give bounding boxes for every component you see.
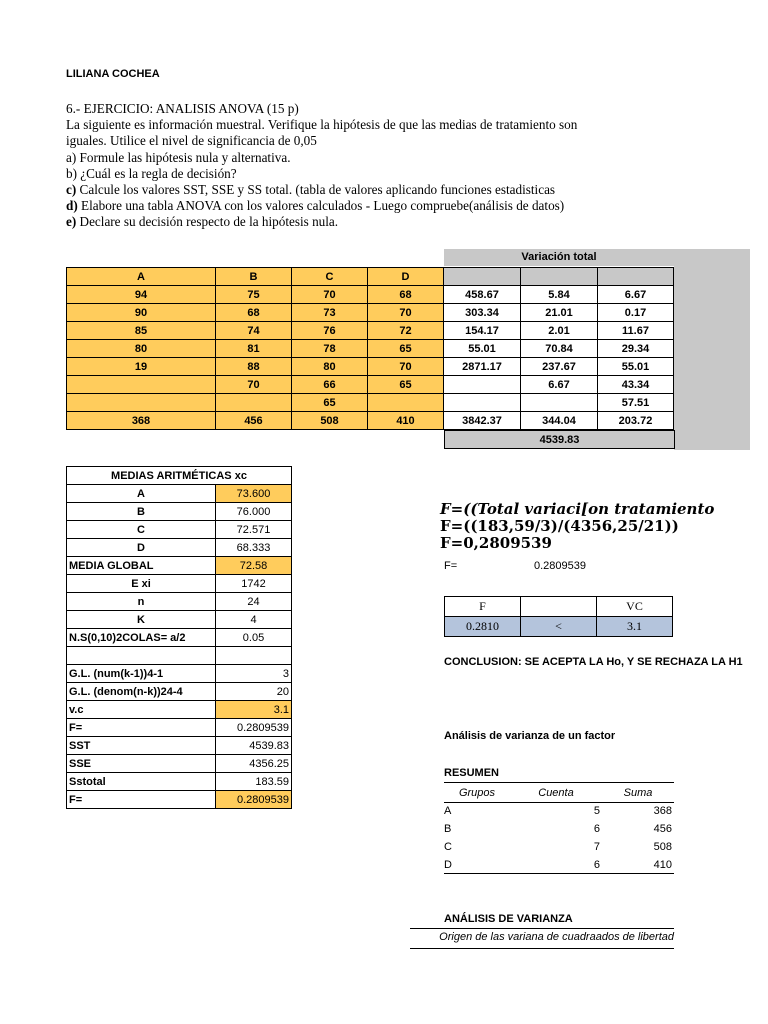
grid-cell: 66 xyxy=(292,376,368,394)
table-row xyxy=(67,485,292,503)
resumen-title: RESUMEN xyxy=(444,767,500,779)
table-row xyxy=(67,340,674,358)
grid-cell: 458.67 xyxy=(444,286,521,304)
grid-cell: 90 xyxy=(67,304,216,322)
analisis-title: Análisis de varianza de un factor xyxy=(444,730,616,742)
divider xyxy=(410,948,674,949)
grid-cell: 237.67 xyxy=(521,358,598,376)
sum-cell: 368 xyxy=(653,805,672,817)
grid-cell: 154.17 xyxy=(444,322,521,340)
grid-cell: 76 xyxy=(292,322,368,340)
grid-cell: 65 xyxy=(368,340,444,358)
table-row xyxy=(67,304,674,322)
row-label: N.S(0,10)2COLAS= a/2 xyxy=(67,629,216,647)
grid-cell: 11.67 xyxy=(598,322,674,340)
table-row xyxy=(67,773,292,791)
grid-cell: 410 xyxy=(368,412,444,430)
grid-header-b: B xyxy=(216,268,292,286)
divider xyxy=(410,928,674,929)
grid-cell: 5.84 xyxy=(521,286,598,304)
row-label: A xyxy=(67,485,216,503)
formula-line-1: F=((Total variaci[on tratamiento xyxy=(440,500,715,518)
row-label: C xyxy=(67,521,216,539)
formula-line-3: F=0,2809539 xyxy=(440,534,552,552)
grid-cell xyxy=(67,376,216,394)
row-label: Sstotal xyxy=(67,773,216,791)
grid-cell: 368 xyxy=(67,412,216,430)
divider xyxy=(444,782,674,783)
grid-cell: 72 xyxy=(368,322,444,340)
grand-total-table xyxy=(444,430,675,449)
row-label: E xi xyxy=(67,575,216,593)
grand-total: 4539.83 xyxy=(445,431,675,449)
row-value: 68.333 xyxy=(216,539,292,557)
grid-header-d: D xyxy=(368,268,444,286)
formula-line-2: F=((183,59/3)/(4356,25/21)) xyxy=(440,517,679,535)
table-row xyxy=(67,665,292,683)
grid-cell: 80 xyxy=(67,340,216,358)
grid-cell: 68 xyxy=(216,304,292,322)
row-value: 0.2809539 xyxy=(216,719,292,737)
grid-cell: 2871.17 xyxy=(444,358,521,376)
table-row xyxy=(67,737,292,755)
table-row xyxy=(67,358,674,376)
grid-cell: 0.17 xyxy=(598,304,674,322)
row-value: 183.59 xyxy=(216,773,292,791)
resumen-table xyxy=(444,784,674,874)
grid-cell xyxy=(216,394,292,412)
sum-cell: 508 xyxy=(653,841,672,853)
row-label: v.c xyxy=(67,701,216,719)
group-cell: B xyxy=(444,823,452,835)
totals-row xyxy=(67,412,674,430)
table-row xyxy=(67,701,292,719)
grid-cell: 55.01 xyxy=(598,358,674,376)
grid-cell: 21.01 xyxy=(521,304,598,322)
row-value: 76.000 xyxy=(216,503,292,521)
grid-header-c: C xyxy=(292,268,368,286)
grid-cell xyxy=(444,394,521,412)
variacion-total-header: Variación total xyxy=(444,249,674,266)
count-cell: 5 xyxy=(593,805,600,817)
row-value xyxy=(216,647,292,665)
f-vc-table xyxy=(444,596,673,637)
table-row xyxy=(67,539,292,557)
row-value: 4 xyxy=(216,611,292,629)
grid-cell: 3842.37 xyxy=(444,412,521,430)
exercise-line-5: c) Calcule los valores SST, SSE y SS total. (tabla de valores aplicando funciones estadisticas xyxy=(66,182,556,198)
exercise-title: 6.- EJERCICIO: ANALISIS ANOVA (15 p) xyxy=(66,101,299,116)
grid-cell: 81 xyxy=(216,340,292,358)
grid-cell: 68 xyxy=(368,286,444,304)
row-label: K xyxy=(67,611,216,629)
anova-header: Origen de las variana de cuadraados de libertad xyxy=(439,931,674,943)
grid-cell: 70 xyxy=(368,358,444,376)
table-row xyxy=(444,856,674,874)
grid-cell: 75 xyxy=(216,286,292,304)
header-suma: Suma xyxy=(623,787,653,799)
row-label: G.L. (denom(n-k))24-4 xyxy=(67,683,216,701)
table-row xyxy=(444,802,674,820)
grid-cell: 85 xyxy=(67,322,216,340)
data-grid xyxy=(66,267,674,430)
f-value-cell: 0.2810 xyxy=(445,617,521,637)
author-name: LILIANA COCHEA xyxy=(66,68,160,80)
table-row xyxy=(67,755,292,773)
grid-cell: 55.01 xyxy=(444,340,521,358)
count-cell: 6 xyxy=(593,859,600,871)
row-value: 73.600 xyxy=(216,485,292,503)
grid-cell: 70.84 xyxy=(521,340,598,358)
f-header: F xyxy=(445,597,521,617)
grid-cell: 65 xyxy=(368,376,444,394)
row-label: G.L. (num(k-1))4-1 xyxy=(67,665,216,683)
table-row xyxy=(444,820,674,838)
grid-cell: 456 xyxy=(216,412,292,430)
row-value: 3 xyxy=(216,665,292,683)
exercise-text xyxy=(66,101,666,231)
exercise-line-2: iguales. Utilice el nivel de significancia de 0,05 xyxy=(66,133,317,149)
table-row xyxy=(67,575,292,593)
grid-cell: 303.34 xyxy=(444,304,521,322)
row-value: 0.05 xyxy=(216,629,292,647)
op-header xyxy=(521,597,597,617)
table-row xyxy=(67,593,292,611)
grid-cell: 6.67 xyxy=(598,286,674,304)
row-value: 3.1 xyxy=(216,701,292,719)
grid-cell xyxy=(444,268,521,286)
group-cell: A xyxy=(444,805,452,817)
row-label xyxy=(67,647,216,665)
grid-cell xyxy=(598,268,674,286)
anova-title: ANÁLISIS DE VARIANZA xyxy=(444,913,573,925)
row-label: n xyxy=(67,593,216,611)
vc-header: VC xyxy=(597,597,673,617)
formula-block xyxy=(440,500,715,552)
grid-cell: 43.34 xyxy=(598,376,674,394)
table-row xyxy=(67,322,674,340)
table-row xyxy=(67,791,292,809)
exercise-line-6: d) Elabore una tabla ANOVA con los valores calculados - Luego compruebe(análisis de datos) xyxy=(66,198,565,214)
grid-header-a: A xyxy=(67,268,216,286)
table-row xyxy=(67,611,292,629)
table-row xyxy=(67,647,292,665)
row-value: 24 xyxy=(216,593,292,611)
row-label: F= xyxy=(67,719,216,737)
table-row xyxy=(67,503,292,521)
grid-cell xyxy=(368,394,444,412)
conclusion-text: CONCLUSION: SE ACEPTA LA Ho, Y SE RECHAZA LA H1 xyxy=(444,656,743,668)
row-label: SSE xyxy=(67,755,216,773)
grid-cell: 70 xyxy=(292,286,368,304)
grid-cell: 29.34 xyxy=(598,340,674,358)
row-value: 4356.25 xyxy=(216,755,292,773)
table-row xyxy=(444,838,674,856)
comparison-cell: < xyxy=(521,617,597,637)
count-cell: 7 xyxy=(593,841,600,853)
row-value: 4539.83 xyxy=(216,737,292,755)
grid-cell: 2.01 xyxy=(521,322,598,340)
grid-cell: 73 xyxy=(292,304,368,322)
grid-cell: 94 xyxy=(67,286,216,304)
grid-cell xyxy=(521,394,598,412)
row-value: 0.2809539 xyxy=(216,791,292,809)
grid-cell: 78 xyxy=(292,340,368,358)
exercise-line-3: a) Formule las hipótesis nula y alternativa. xyxy=(66,149,291,165)
divider xyxy=(444,802,674,803)
row-label: F= xyxy=(67,791,216,809)
header-cuenta: Cuenta xyxy=(538,787,574,799)
table-row xyxy=(67,629,292,647)
grid-cell xyxy=(521,268,598,286)
sum-cell: 456 xyxy=(653,823,672,835)
row-value: 72.571 xyxy=(216,521,292,539)
grid-cell: 70 xyxy=(368,304,444,322)
table-row xyxy=(67,394,674,412)
grid-cell: 88 xyxy=(216,358,292,376)
vc-value-cell: 3.1 xyxy=(597,617,673,637)
row-value: 1742 xyxy=(216,575,292,593)
row-label: MEDIA GLOBAL xyxy=(67,557,216,575)
table-row xyxy=(67,557,292,575)
grid-cell: 80 xyxy=(292,358,368,376)
row-label: SST xyxy=(67,737,216,755)
grid-cell: 70 xyxy=(216,376,292,394)
table-row xyxy=(67,286,674,304)
row-value: 72.58 xyxy=(216,557,292,575)
grid-cell xyxy=(67,394,216,412)
grid-cell: 344.04 xyxy=(521,412,598,430)
header-grupos: Grupos xyxy=(458,787,496,799)
row-label: D xyxy=(67,539,216,557)
sum-cell: 410 xyxy=(653,859,672,871)
table-row xyxy=(67,376,674,394)
exercise-line-1: La siguiente es información muestral. Verifique la hipótesis de que las medias de tratamiento son xyxy=(66,117,578,133)
divider xyxy=(444,873,674,874)
gray-block xyxy=(674,249,750,450)
medias-table xyxy=(66,466,292,809)
f-label: F= xyxy=(444,560,458,572)
grid-cell: 508 xyxy=(292,412,368,430)
medias-title: MEDIAS ARITMÉTICAS xc xyxy=(67,467,292,485)
table-row xyxy=(67,521,292,539)
row-value: 20 xyxy=(216,683,292,701)
table-row xyxy=(67,683,292,701)
exercise-line-7: e) Declare su decisión respecto de la hipótesis nula. xyxy=(66,214,339,230)
group-cell: D xyxy=(444,859,452,871)
exercise-line-4: b) ¿Cuál es la regla de decisión? xyxy=(66,165,237,181)
row-label: B xyxy=(67,503,216,521)
grid-cell: 203.72 xyxy=(598,412,674,430)
grid-cell: 57.51 xyxy=(598,394,674,412)
grid-cell xyxy=(444,376,521,394)
grid-cell: 65 xyxy=(292,394,368,412)
count-cell: 6 xyxy=(593,823,600,835)
f-value: 0.2809539 xyxy=(534,560,586,572)
grid-cell: 6.67 xyxy=(521,376,598,394)
grid-cell: 74 xyxy=(216,322,292,340)
group-cell: C xyxy=(444,841,452,853)
grid-cell: 19 xyxy=(67,358,216,376)
table-row xyxy=(67,719,292,737)
